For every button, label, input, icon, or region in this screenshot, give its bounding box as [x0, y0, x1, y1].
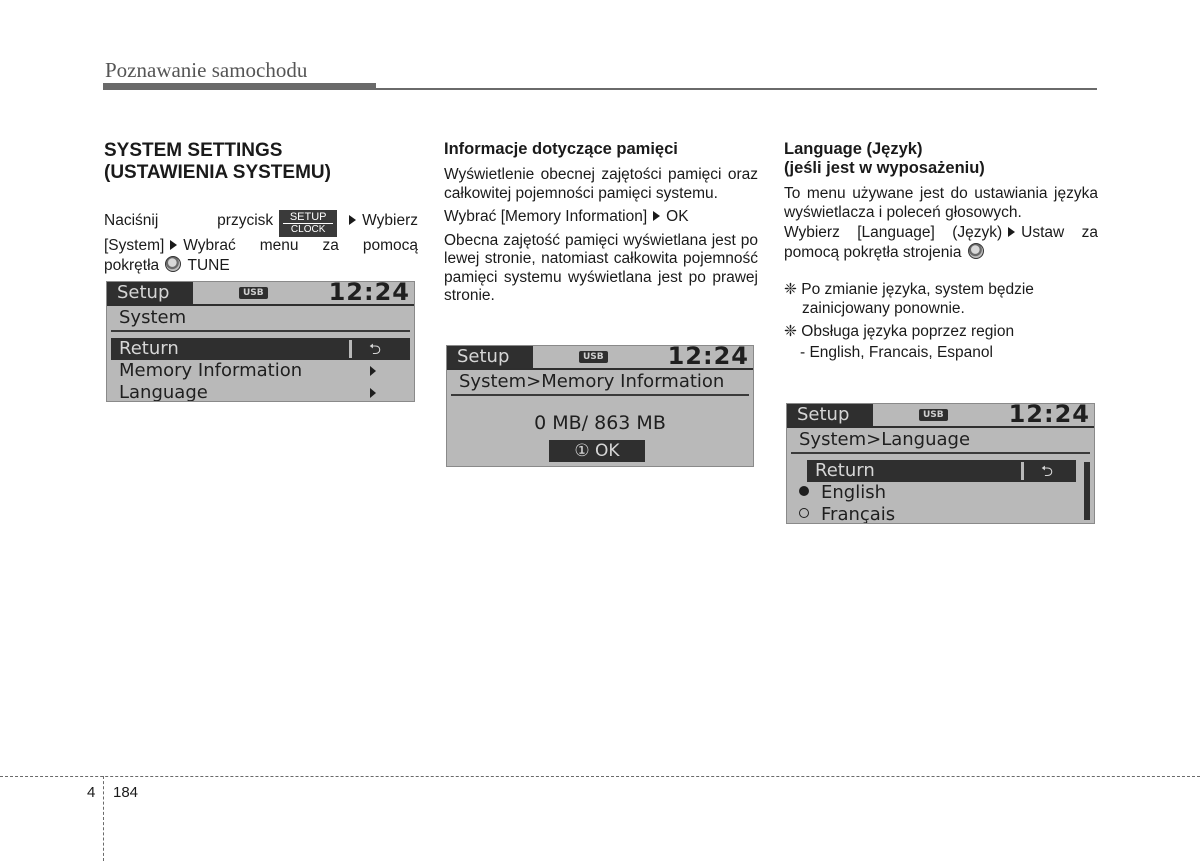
arrow-right-icon	[370, 388, 376, 398]
heading-line-2: (USTAWIENIA SYSTEMU)	[104, 162, 331, 183]
heading-line-1: Language (Język)	[784, 140, 923, 158]
lcd-breadcrumb: System>Language	[791, 428, 1090, 454]
lcd-breadcrumb: System	[111, 306, 410, 332]
lcd-row-label: Français	[821, 504, 896, 524]
chapter-number: 4	[87, 784, 96, 801]
language-list: - English, Francais, Espanol	[800, 343, 993, 361]
lcd-row-label: English	[821, 482, 886, 503]
section-heading: Informacje dotyczące pamięci	[444, 140, 678, 158]
usb-icon: USB	[579, 351, 608, 363]
running-header: Poznawanie samochodu	[105, 58, 308, 82]
tune-label: TUNE	[187, 256, 230, 274]
instruction-text: Ustaw za pomocą pokrętła strojenia	[784, 224, 1098, 261]
lcd-row-memory-information[interactable]	[111, 360, 410, 382]
setup-clock-button-icon	[279, 210, 337, 237]
lcd-screen-language	[786, 403, 1095, 524]
arrow-right-icon	[1008, 227, 1015, 237]
tuning-knob-icon	[968, 243, 984, 259]
footer-vertical-divider	[103, 776, 104, 861]
header-rule-thin	[376, 88, 1097, 90]
arrow-right-icon	[653, 211, 660, 221]
memory-usage-value: 0 MB/ 863 MB	[534, 412, 666, 434]
radio-unselected-icon	[799, 508, 809, 518]
column-system-settings	[104, 140, 418, 280]
page-number: 184	[113, 784, 139, 801]
radio-selected-icon	[799, 486, 809, 496]
usb-icon: USB	[919, 409, 948, 421]
lcd-status-bar	[787, 404, 1094, 428]
lcd-row-label: Return	[119, 338, 179, 359]
back-icon: ⮌	[1021, 462, 1070, 480]
lcd-status-bar	[447, 346, 753, 370]
lcd-status-bar	[107, 282, 414, 306]
section-heading	[104, 140, 418, 184]
instruction-paragraph	[784, 224, 1098, 262]
paragraph: Obecna zajętość pamięci wyświetlana jest po lewej stronie, natomiast całkowita pojemność pamięci systemu wyświetlana jest po prawej stronie.	[444, 231, 758, 304]
footer-divider	[0, 776, 1200, 777]
lcd-setup-tab: Setup	[787, 404, 873, 426]
header-rule-thick	[103, 83, 376, 90]
column-language	[784, 140, 1098, 362]
instruction-text: Naciśnij przycisk	[104, 212, 274, 229]
arrow-right-icon	[170, 240, 177, 250]
lcd-clock: 12:24	[1008, 403, 1090, 428]
lcd-screen-memory-information	[446, 345, 754, 467]
clock-label: CLOCK	[283, 223, 333, 235]
lcd-row-return[interactable]	[807, 460, 1076, 482]
instruction-text: OK	[666, 208, 689, 225]
lcd-clock: 12:24	[328, 281, 410, 306]
column-memory-information	[444, 140, 758, 311]
instruction-paragraph	[444, 208, 758, 227]
section-heading	[784, 140, 1098, 178]
lcd-row-language[interactable]	[111, 382, 410, 402]
lcd-screen-system-menu	[106, 281, 415, 402]
paragraph: To menu używane jest do ustawiania języka wyświetlacza i poleceń głosowych.	[784, 185, 1098, 221]
note: ❈ Obsługa języka poprzez region	[784, 323, 1015, 340]
lcd-row-return[interactable]	[111, 338, 410, 360]
instruction-text: Wybierz [Language] (Język)	[784, 224, 1003, 241]
arrow-right-icon	[349, 215, 356, 225]
lcd-breadcrumb: System>Memory Information	[451, 370, 749, 396]
lcd-setup-tab: Setup	[107, 282, 193, 304]
ok-button[interactable]: ① OK	[549, 440, 645, 462]
heading-line-2: (jeśli jest w wyposażeniu)	[784, 159, 985, 177]
setup-label: SETUP	[289, 211, 327, 223]
lcd-row-label: Memory Information	[119, 360, 303, 381]
instruction-text: Wybrać menu za pomocą pokrętła	[104, 237, 418, 274]
arrow-right-icon	[370, 366, 376, 376]
scrollbar[interactable]	[1084, 462, 1090, 520]
lcd-row-francais[interactable]	[791, 504, 1090, 524]
lcd-row-label: Language	[119, 382, 208, 402]
lcd-row-english[interactable]	[791, 482, 1090, 504]
paragraph: Wyświetlenie obecnej zajętości pamięci oraz całkowitej pojemności pamięci systemu.	[444, 166, 758, 202]
usb-icon: USB	[239, 287, 268, 299]
instruction-text: Wybrać [Memory Information]	[444, 208, 648, 225]
back-icon: ⮌	[349, 340, 398, 358]
tune-knob-icon	[165, 256, 181, 272]
note: ❈ Po zmianie języka, system będzie zainicjowany ponownie.	[784, 281, 1034, 317]
lcd-clock: 12:24	[667, 345, 749, 370]
lcd-row-label: Return	[815, 460, 875, 481]
instruction-text: Wybierz [System]	[104, 212, 418, 254]
instruction-paragraph	[104, 210, 418, 275]
lcd-setup-tab: Setup	[447, 346, 533, 368]
heading-line-1: SYSTEM SETTINGS	[104, 140, 283, 161]
